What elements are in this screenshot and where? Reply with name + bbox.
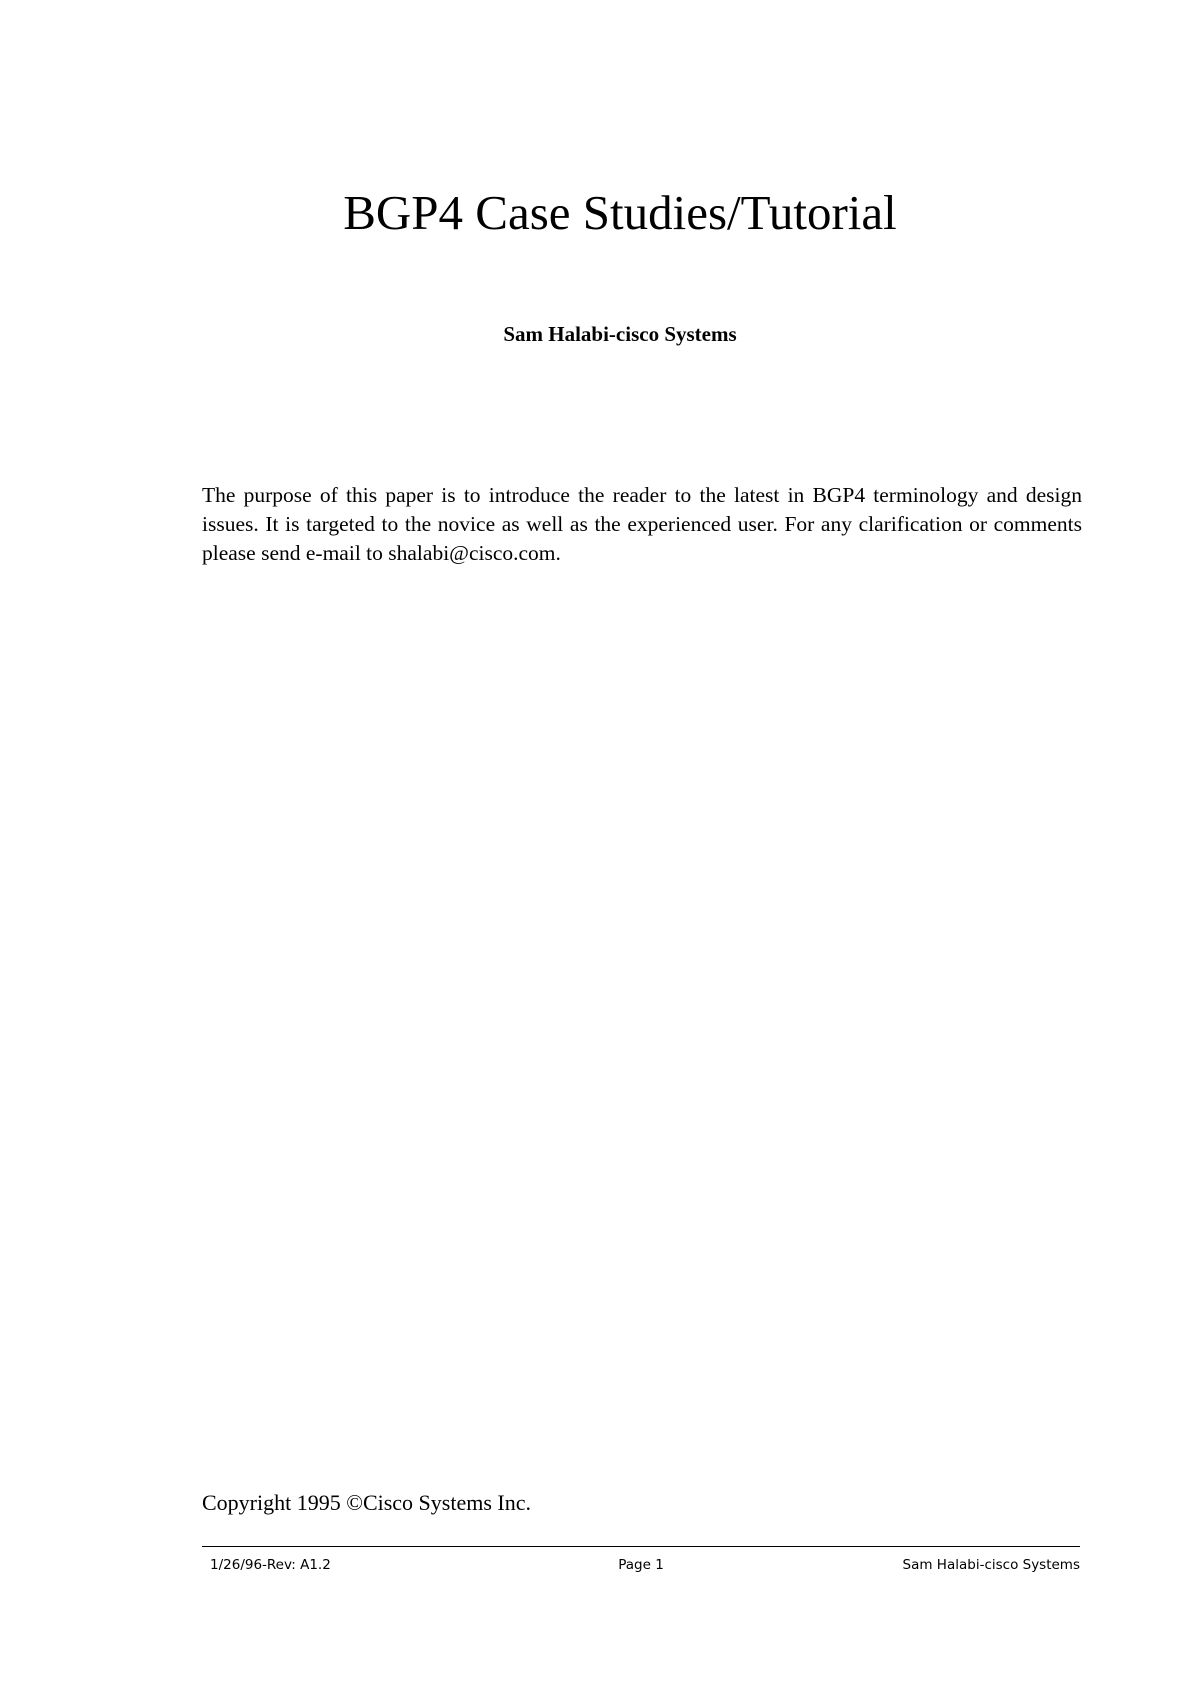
abstract-paragraph: The purpose of this paper is to introduce the reader to the latest in BGP4 terminology and design issues. It is targeted to the novice as well as the experienced user. For any clarification or comments please send e-mail to shalabi@cisco.com. <box>202 483 1082 565</box>
footer-divider <box>202 1546 1080 1547</box>
footer-revision: 1/26/96-Rev: A1.2 <box>210 1557 331 1573</box>
footer-author: Sam Halabi-cisco Systems <box>902 1557 1080 1573</box>
copyright-notice: Copyright 1995 ©Cisco Systems Inc. <box>202 1490 531 1515</box>
document-author: Sam Halabi-cisco Systems <box>503 322 737 346</box>
footer-page-number: Page 1 <box>618 1557 664 1573</box>
page-footer <box>202 1554 1080 1576</box>
document-title: BGP4 Case Studies/Tutorial <box>343 185 897 240</box>
